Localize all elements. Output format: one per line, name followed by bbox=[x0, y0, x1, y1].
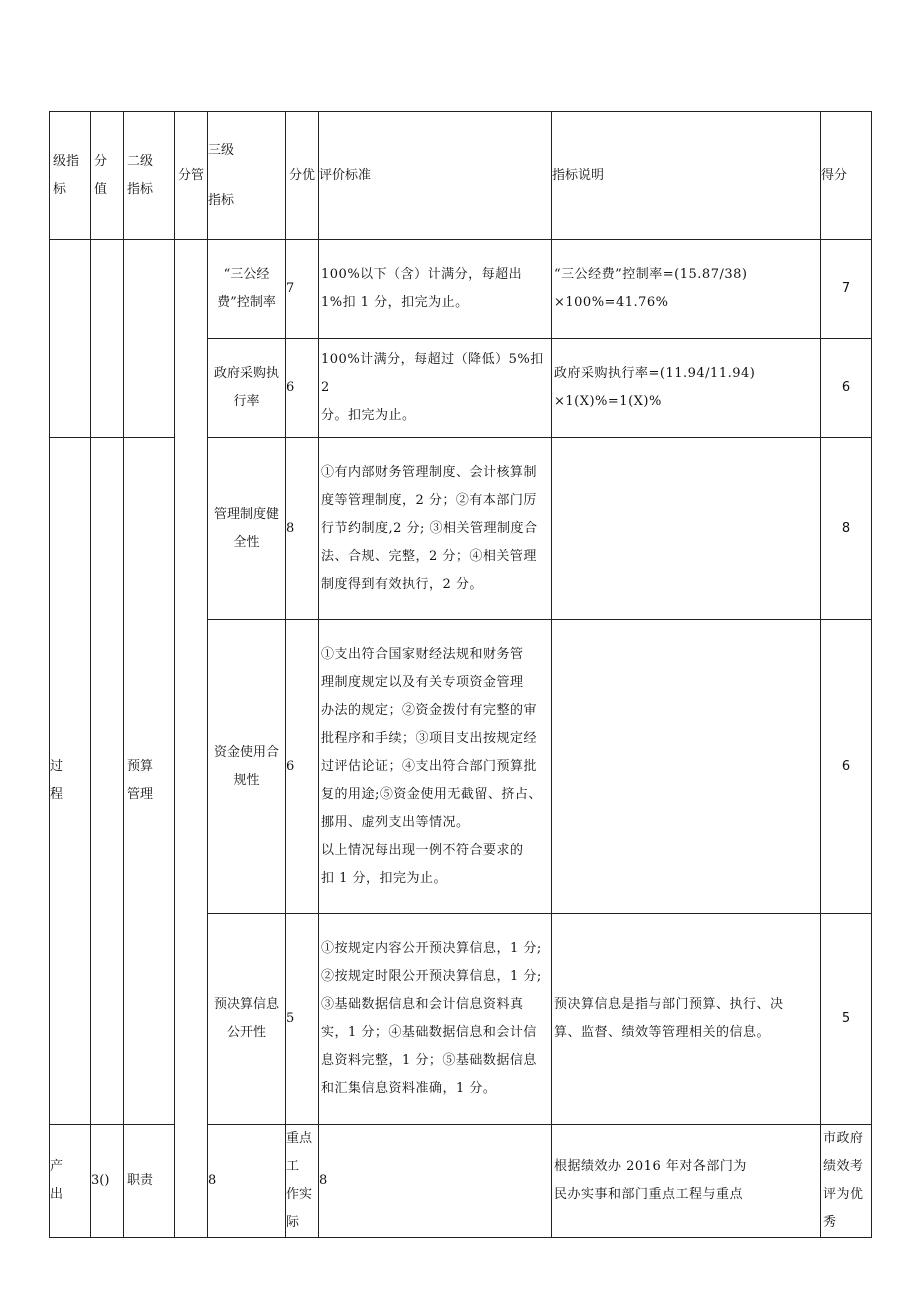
table-row bbox=[50, 240, 872, 339]
indicator-name: 重点工 作实际 bbox=[286, 1125, 319, 1238]
level2-duty: 职责 bbox=[124, 1125, 175, 1238]
output-manage: 8 bbox=[208, 1125, 286, 1238]
header-weight2: 分优 bbox=[286, 112, 319, 240]
output-weight: 3() bbox=[91, 1125, 124, 1238]
header-manage: 分管 bbox=[175, 112, 208, 240]
weight-empty bbox=[91, 240, 124, 438]
indicator-weight: 8 bbox=[286, 438, 319, 620]
indicator-weight: 6 bbox=[286, 339, 319, 438]
criteria-text: 100%计满分，每超过（降低）5%扣 2 分。扣完为止。 bbox=[319, 339, 552, 438]
weight-empty-2 bbox=[91, 438, 124, 1125]
header-note: 指标说明 bbox=[552, 112, 821, 240]
score-value: 6 bbox=[821, 620, 872, 914]
header-row bbox=[50, 112, 872, 240]
score-value: 6 bbox=[821, 339, 872, 438]
note-text: 政府采购执行率=(11.94/11.94) ×1(X)%=1(X)% bbox=[552, 339, 821, 438]
level1-process: 过 程 bbox=[50, 438, 91, 1125]
level2-empty bbox=[124, 240, 175, 438]
score-value: 7 bbox=[821, 240, 872, 339]
note-text: “三公经费”控制率=(15.87/38) ×100%=41.76% bbox=[552, 240, 821, 339]
indicator-weight: 6 bbox=[286, 620, 319, 914]
indicator-name: “三公经 费”控制率 bbox=[208, 240, 286, 339]
manage-empty bbox=[175, 240, 208, 1238]
criteria-text: 根据绩效办 2016 年对各部门为 民办实事和部门重点工程与重点 bbox=[552, 1125, 821, 1238]
note-text: 预决算信息是指与部门预算、执行、决 算、监督、绩效等管理相关的信息。 bbox=[552, 914, 821, 1125]
header-score: 得分 bbox=[821, 112, 872, 240]
header-weight: 分 值 bbox=[91, 112, 124, 240]
criteria-text: 100%以下（含）计满分，每超出 1%扣 1 分，扣完为止。 bbox=[319, 240, 552, 339]
level1-output: 产 出 bbox=[50, 1125, 91, 1238]
note-empty bbox=[552, 438, 821, 620]
indicator-weight: 8 bbox=[319, 1125, 552, 1238]
level1-empty bbox=[50, 240, 91, 438]
level2-budget: 预算 管理 bbox=[124, 438, 175, 1125]
score-value: 5 bbox=[821, 914, 872, 1125]
indicator-name: 管理制度健 全性 bbox=[208, 438, 286, 620]
table-row-output bbox=[50, 1125, 872, 1238]
note-text: 市政府绩效考评为优秀 bbox=[821, 1125, 872, 1238]
indicator-name: 预决算信息 公开性 bbox=[208, 914, 286, 1125]
indicator-name: 资金使用合 规性 bbox=[208, 620, 286, 914]
criteria-text: ①有内部财务管理制度、会计核算制 度等管理制度，2 分；②有本部门厉 行节约制度,2 分; ③相关管理制度合 法、合规、完整，2 分；④相关管理 制度得到有效执行，2 分。 bbox=[319, 438, 552, 620]
criteria-text: ①支出符合国家财经法规和财务管 理制度规定以及有关专项资金管理 办法的规定；②资金拨付有完整的审 批程序和手续；③项目支出按规定经 过评估论证；④支出符合部门预算批 复的用途;⑤资金使用无截留、挤占、 挪用、虚列支出等情况。 以上情况每出现一例不符合要求的 扣 1 分，扣完为止。 bbox=[319, 620, 552, 914]
evaluation-table bbox=[49, 111, 872, 1238]
indicator-weight: 7 bbox=[286, 240, 319, 339]
header-level2: 二级 指标 bbox=[124, 112, 175, 240]
note-empty bbox=[552, 620, 821, 914]
indicator-name: 政府采购执 行率 bbox=[208, 339, 286, 438]
table-row bbox=[50, 438, 872, 620]
score-value: 8 bbox=[821, 438, 872, 620]
indicator-weight: 5 bbox=[286, 914, 319, 1125]
header-criteria: 评价标准 bbox=[319, 112, 552, 240]
header-level1: 级指 标 bbox=[50, 112, 91, 240]
criteria-text: ①按规定内容公开预决算信息，1 分; ②按规定时限公开预决算信息，1 分; ③基础数据信息和会计信息资料真 实，1 分；④基础数据信息和会计信 息资料完整，1 分；⑤基础数据信息 和汇集信息资料准确，1 分。 bbox=[319, 914, 552, 1125]
header-level3: 三级 指标 bbox=[208, 112, 286, 240]
